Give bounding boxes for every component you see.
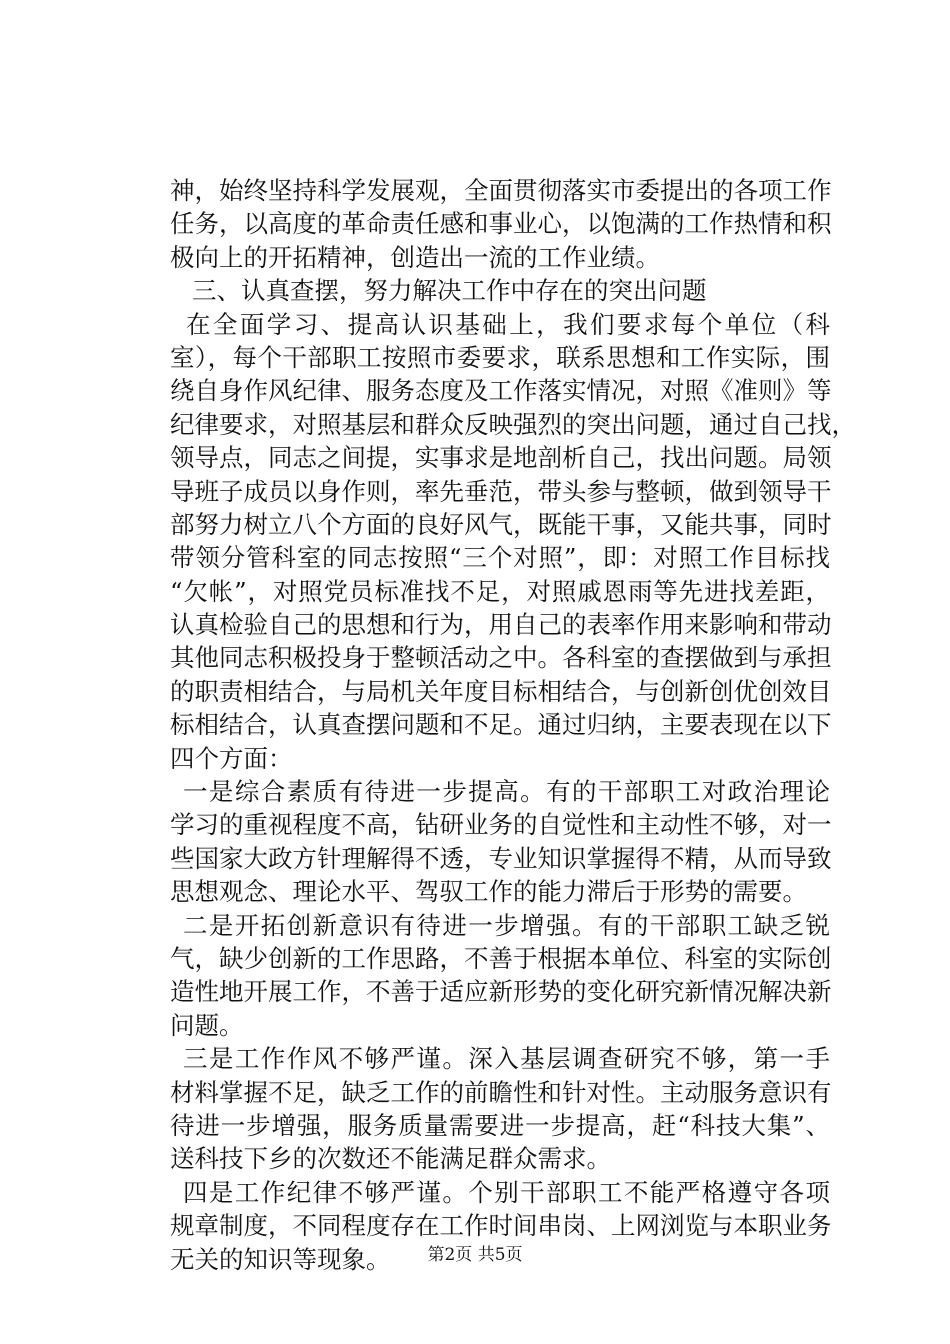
text-line: 待进一步增强，服务质量需要进一步提高，赶“科技大集”、 [170,1110,830,1140]
text-line: 三是工作作风不够严谨。深入基层调查研究不够，第一手 [183,1044,830,1074]
text-line: 任务，以高度的革命责任感和事业心，以饱满的工作热情和积 [170,209,832,239]
text-line: 送科技下乡的次数还不能满足群众需求。 [170,1144,611,1174]
text-line: 认真检验自己的思想和行为，用自己的表率作用来影响和带动 [170,610,832,640]
text-line: 材料掌握不足，缺乏工作的前瞻性和针对性。主动服务意识有 [170,1077,832,1107]
text-line: 些国家大政方针理解得不透，专业知识掌握得不精，从而导致 [170,843,832,873]
text-line: 在全面学习、提高认识基础上，我们要求每个单位（科 [186,309,830,339]
text-line: 一是综合素质有待进一步提高。有的干部职工对政治理论 [183,777,830,807]
text-line: 四个方面： [170,743,293,773]
text-line: 造性地开展工作，不善于适应新形势的变化研究新情况解决新 [170,977,832,1007]
text-line: 问题。 [170,1010,244,1040]
page-footer: 第2页 共5页 [427,1245,523,1265]
text-line: 领导点，同志之间提，实事求是地剖析自己，找出问题。局领 [170,443,832,473]
text-line: 纪律要求，对照基层和群众反映强烈的突出问题，通过自己找， [170,409,856,439]
text-line: 神，始终坚持科学发展观，全面贯彻落实市委提出的各项工作 [170,176,832,205]
document-body [170,174,856,1276]
text-line: 规章制度，不同程度存在工作时间串岗、上网浏览与本职业务 [170,1211,832,1241]
text-line: 导班子成员以身作则，率先垂范，带头参与整顿，做到领导干 [170,476,832,506]
text-line: 气，缺少创新的工作思路，不善于根据本单位、科室的实际创 [170,943,832,973]
text-line: 室），每个干部职工按照市委要求，联系思想和工作实际，围 [170,342,830,372]
text-line: “欠帐”，对照党员标准找不足，对照戚恩雨等先进找差距， [170,576,830,606]
text-line: 部努力树立八个方面的良好风气，既能干事，又能共事，同时 [170,509,832,539]
text-line: 学习的重视程度不高，钻研业务的自觉性和主动性不够，对一 [170,810,832,840]
text-line: 三、认真查摆，努力解决工作中存在的突出问题 [192,276,707,306]
text-line: 其他同志积极投身于整顿活动之中。各科室的查摆做到与承担 [170,643,832,673]
text-line: 带领分管科室的同志按照“三个对照”，即：对照工作目标找 [170,543,830,573]
text-line: 标相结合，认真查摆问题和不足。通过归纳，主要表现在以下 [170,710,832,740]
text-line: 二是开拓创新意识有待进一步增强。有的干部职工缺乏锐 [183,910,830,940]
text-line: 四是工作纪律不够严谨。个别干部职工不能严格遵守各项 [183,1177,830,1207]
text-line: 的职责相结合，与局机关年度目标相结合，与创新创优创效目 [170,676,832,706]
text-line: 极向上的开拓精神，创造出一流的工作业绩。 [170,242,660,272]
text-line: 思想观念、理论水平、驾驭工作的能力滞后于形势的需要。 [170,877,807,907]
text-line: 无关的知识等现象。 [170,1244,391,1274]
text-line: 绕自身作风纪律、服务态度及工作落实情况，对照《准则》等 [170,376,832,406]
